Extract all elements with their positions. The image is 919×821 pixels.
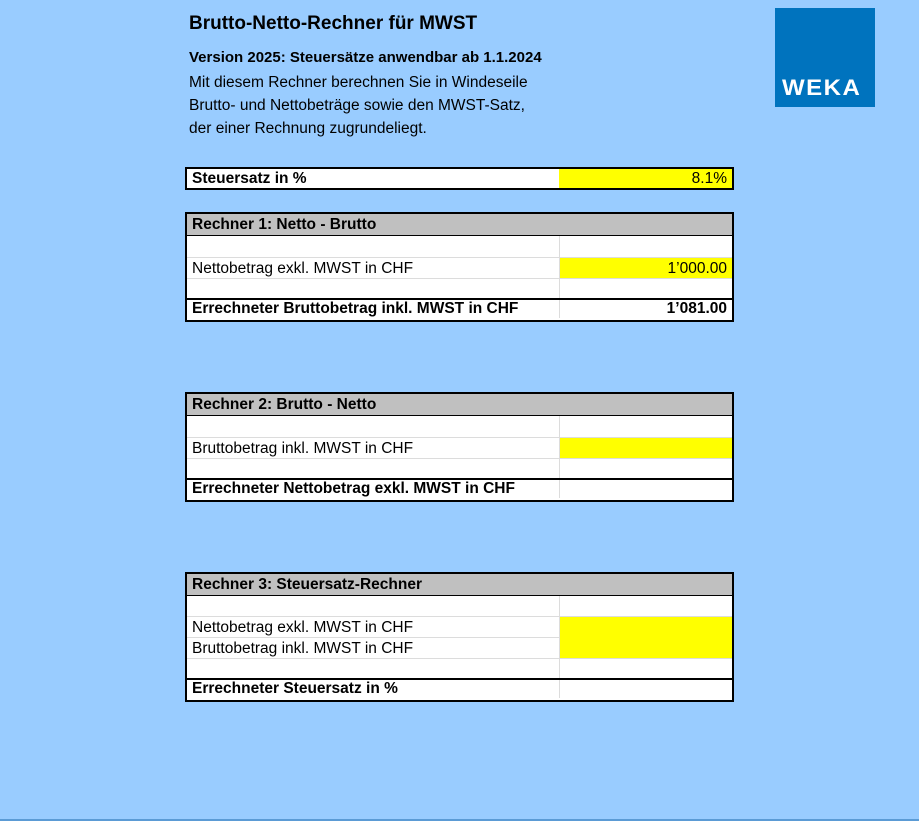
spacer-row — [187, 458, 732, 478]
calculator1-input-label: Nettobetrag exkl. MWST in CHF — [187, 257, 559, 278]
weka-logo — [775, 8, 875, 107]
calculator3-input1-row — [187, 616, 732, 637]
description-line-1: Mit diesem Rechner berechnen Sie in Windeseile — [189, 74, 528, 91]
calculator3-input2-cell[interactable] — [559, 637, 732, 658]
calculator3-result-label: Errechneter Steuersatz in % — [192, 680, 398, 697]
spacer-row — [187, 596, 732, 616]
calculator2-input-label: Bruttobetrag inkl. MWST in CHF — [187, 437, 559, 458]
description-text — [189, 71, 528, 140]
description-line-3: der einer Rechnung zugrundeliegt. — [189, 120, 427, 137]
calculator3-input1-label: Nettobetrag exkl. MWST in CHF — [187, 616, 559, 637]
spacer-row — [187, 658, 732, 678]
calculator3-result-row — [187, 678, 732, 698]
calculator2-header: Rechner 2: Brutto - Netto — [187, 394, 732, 416]
calculator1-input-row — [187, 257, 732, 278]
calculator2-table — [185, 392, 734, 502]
tax-rate-table — [185, 167, 734, 190]
calculator1-result-value: 1’081.00 — [559, 300, 732, 318]
calculator3-input2-label: Bruttobetrag inkl. MWST in CHF — [187, 637, 559, 658]
calculator1-result-label: Errechneter Bruttobetrag inkl. MWST in CHF — [192, 300, 519, 317]
calculator3-table — [185, 572, 734, 702]
calculator2-result-value — [559, 480, 732, 498]
calculator1-table — [185, 212, 734, 322]
tax-rate-label: Steuersatz in % — [187, 169, 559, 188]
calculator2-result-row — [187, 478, 732, 498]
calculator2-input-cell[interactable] — [559, 437, 732, 458]
spacer-row — [187, 416, 732, 437]
spacer-row — [187, 278, 732, 298]
calculator3-result-value — [559, 680, 732, 698]
tax-rate-input-cell[interactable]: 8.1% — [559, 169, 732, 188]
spacer-row — [187, 236, 732, 257]
calculator1-input-cell[interactable]: 1’000.00 — [559, 257, 732, 278]
calculator3-input1-cell[interactable] — [559, 616, 732, 637]
calculator2-result-label: Errechneter Nettobetrag exkl. MWST in CHF — [192, 480, 515, 497]
calculator1-result-row — [187, 298, 732, 318]
version-subtitle: Version 2025: Steuersätze anwendbar ab 1.1.2024 — [189, 49, 542, 66]
calculator1-header: Rechner 1: Netto - Brutto — [187, 214, 732, 236]
weka-logo-text: WEKA — [782, 75, 862, 101]
calculator3-input2-row — [187, 637, 732, 658]
description-line-2: Brutto- und Nettobeträge sowie den MWST-Satz, — [189, 97, 525, 114]
calculator3-header: Rechner 3: Steuersatz-Rechner — [187, 574, 732, 596]
calculator2-input-row — [187, 437, 732, 458]
page-title: Brutto-Netto-Rechner für MWST — [189, 13, 478, 34]
